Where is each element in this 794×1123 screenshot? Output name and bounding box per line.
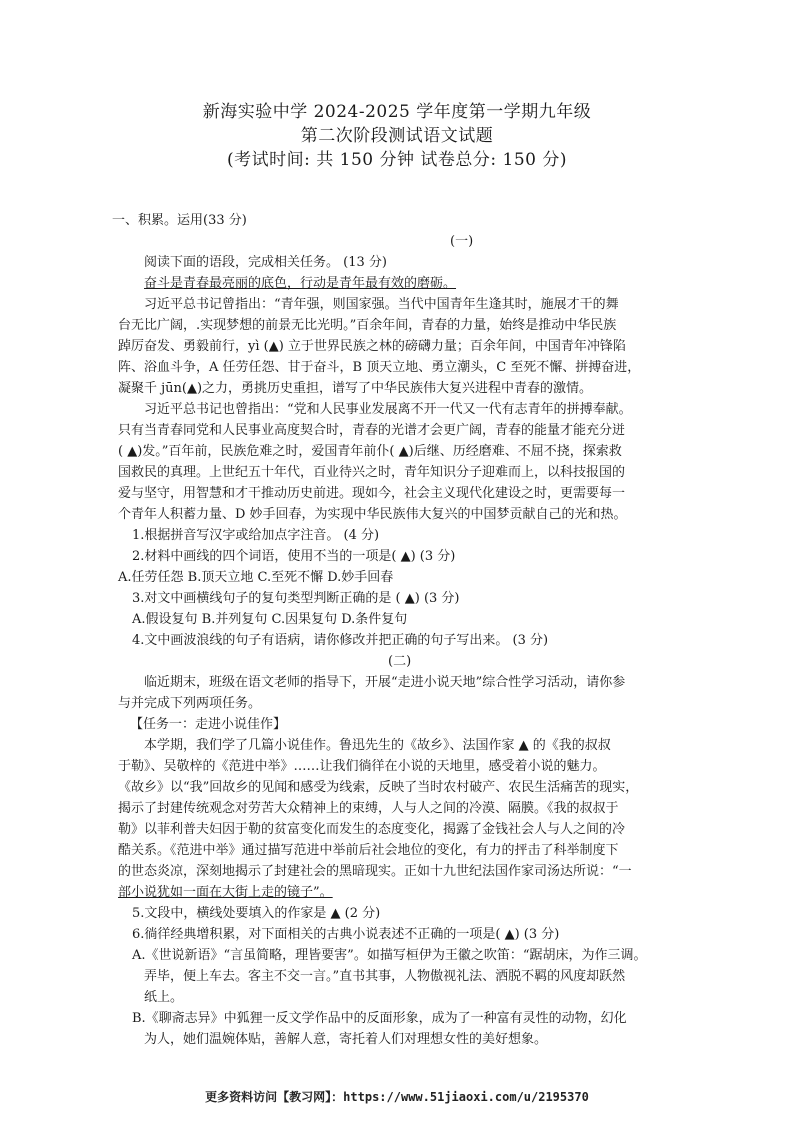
- question-6-option-a: 纸上。: [144, 990, 184, 1005]
- para4-line: 的世态炎凉，深刻地揭示了封建社会的黑暗现实。正如十九世纪法国作家司汤达所说：“一: [118, 864, 632, 879]
- para2-line: 只有当青春同党和人民事业高度契合时，青春的光谱才会更广阔，青春的能量才能充分迸: [118, 423, 626, 438]
- section-heading: 一、积累。运用(33 分): [112, 213, 247, 228]
- title-line-3: (考试时间: 共 150 分钟 试卷总分: 150 分): [226, 150, 568, 170]
- title-line-1: 新海实验中学 2024-2025 学年度第一学期九年级: [202, 102, 592, 122]
- question-6: 6.徜徉经典增积累，对下面相关的古典小说表述不正确的一项是( ▲) (3 分): [132, 927, 560, 942]
- para1-line: 习近平总书记曾指出：“青年强，则国家强。当代中国青年生逢其时，施展才干的舞: [144, 297, 619, 312]
- question-6-option-b: 为人，她们温婉体贴，善解人意，寄托着人们对理想女性的美好想象。: [144, 1032, 548, 1047]
- para2-line: ( ▲)发。”百年前，民族危难之时，爱国青年前仆( ▲)后继、历经磨难、不屈不挠，探索救: [118, 444, 622, 459]
- para2-line: 爱与坚守，用智慧和才干推动历史前进。现如今，社会主义现代化建设之时，更需要每一: [118, 486, 626, 501]
- part-marker-1: (一): [450, 234, 474, 249]
- para4-line: 《故乡》以“我”回故乡的见闻和感受为线索，反映了当时农村破产、农民生活痛苦的现实，: [118, 780, 639, 795]
- question-6-option-a: A.《世说新语》“言虽简略，理皆要害”。如描写桓伊为王徽之吹笛：“踞胡床，为作三调。: [132, 948, 647, 963]
- para1-line: 台无比广阔，.实现梦想的前景无比光明。”百余年间，青春的力量，始终是推动中华民族: [118, 318, 617, 333]
- para4-line: 揭示了封建传统观念对劳苦大众精神上的束缚，人与人之间的冷漠、隔膜。《我的叔叔于: [118, 801, 619, 816]
- question-3-options: A.假设复句 B.并列复句 C.因果复句 D.条件复句: [132, 612, 408, 627]
- para4-line: 酷关系。《范进中举》通过描写范进中举前后社会地位的变化，有力的抨击了科举制度下: [118, 843, 619, 858]
- para1-line: 阵、浴血斗争，A 任劳任怨、甘于奋斗，B 顶天立地、勇立潮头，C 至死不懈、拼搏奋进，: [118, 360, 641, 375]
- exam-content: [112, 210, 678, 1050]
- para1-line: 踔厉奋发、勇毅前行，yì (▲) 立于世界民族之林的磅礴力量；百余年间，中国青年冲锋陷: [118, 339, 626, 354]
- para3-line: 与并完成下列两项任务。: [118, 696, 262, 711]
- para4-line: 于勒》、吴敬梓的《范进中举》……让我们徜徉在小说的天地里，感受着小说的魅力。: [118, 759, 606, 774]
- exam-title: [0, 100, 794, 172]
- question-6-option-b: B.《聊斋志异》中狐狸一反文学作品中的反面形象，成为了一种富有灵性的动物，幻化: [132, 1011, 627, 1026]
- footer-link[interactable]: 更多资料访问【教习网】：https://www.51jiaoxi.com/u/2195370: [205, 1090, 589, 1104]
- question-4: 4.文中画波浪线的句子有语病，请你修改并把正确的句子写出来。 (3 分): [132, 633, 549, 648]
- motto-line: 奋斗是青春最亮丽的底色，行动是青年最有效的磨砺。: [144, 276, 457, 291]
- para2-line: 国救民的真理。上世纪五十年代，百业待兴之时，青年知识分子迎难而上，以科技报国的: [118, 465, 626, 480]
- question-5: 5.文段中，横线处要填入的作家是 ▲ (2 分): [132, 906, 381, 921]
- question-2: 2.材料中画线的四个词语，使用不当的一项是( ▲) (3 分): [132, 549, 456, 564]
- para1-line: 凝聚千 jūn(▲)之力，勇挑历史重担，谱写了中华民族伟大复兴进程中青春的激情。: [118, 381, 593, 396]
- para4-line: 勒》以菲利普夫妇因于勒的贫富变化而发生的态度变化，揭露了金钱社会人与人之间的冷: [118, 822, 626, 837]
- para4-line: 本学期，我们学了几篇小说佳作。鲁迅先生的《故乡》、法国作家 ▲ 的《我的叔叔: [144, 738, 611, 753]
- part-marker-2: (二): [388, 654, 412, 669]
- task-1-heading: 【任务一：走进小说佳作】: [130, 717, 287, 732]
- para2-line: 习近平总书记也曾指出：“党和人民事业发展离不开一代又一代有志青年的拼搏奉献。: [144, 402, 632, 417]
- question-2-options: A.任劳任怨 B.顶天立地 C.至死不懈 D.妙手回春: [118, 570, 394, 585]
- para4-line: 部小说犹如一面在大街上走的镜子”。: [118, 885, 333, 900]
- question-1: 1.根据拼音写汉字或给加点字注音。 (4 分): [132, 528, 380, 543]
- para3-line: 临近期末，班级在语文老师的指导下，开展“走进小说天地”综合性学习活动，请你参: [144, 675, 626, 690]
- reading-intro: 阅读下面的语段，完成相关任务。 (13 分): [144, 255, 387, 270]
- para2-line: 个青年人积蓄力量、D 妙手回春，为实现中华民族伟大复兴的中国梦贡献自己的光和热。: [118, 507, 627, 522]
- question-3: 3.对文中画横线句子的复句类型判断正确的是 ( ▲) (3 分): [132, 591, 460, 606]
- question-6-option-a: 弄毕，便上车去。客主不交一言。”直书其事，人物傲视礼法、洒脱不羁的风度却跃然: [144, 969, 626, 984]
- title-line-2: 第二次阶段测试语文试题: [300, 126, 494, 146]
